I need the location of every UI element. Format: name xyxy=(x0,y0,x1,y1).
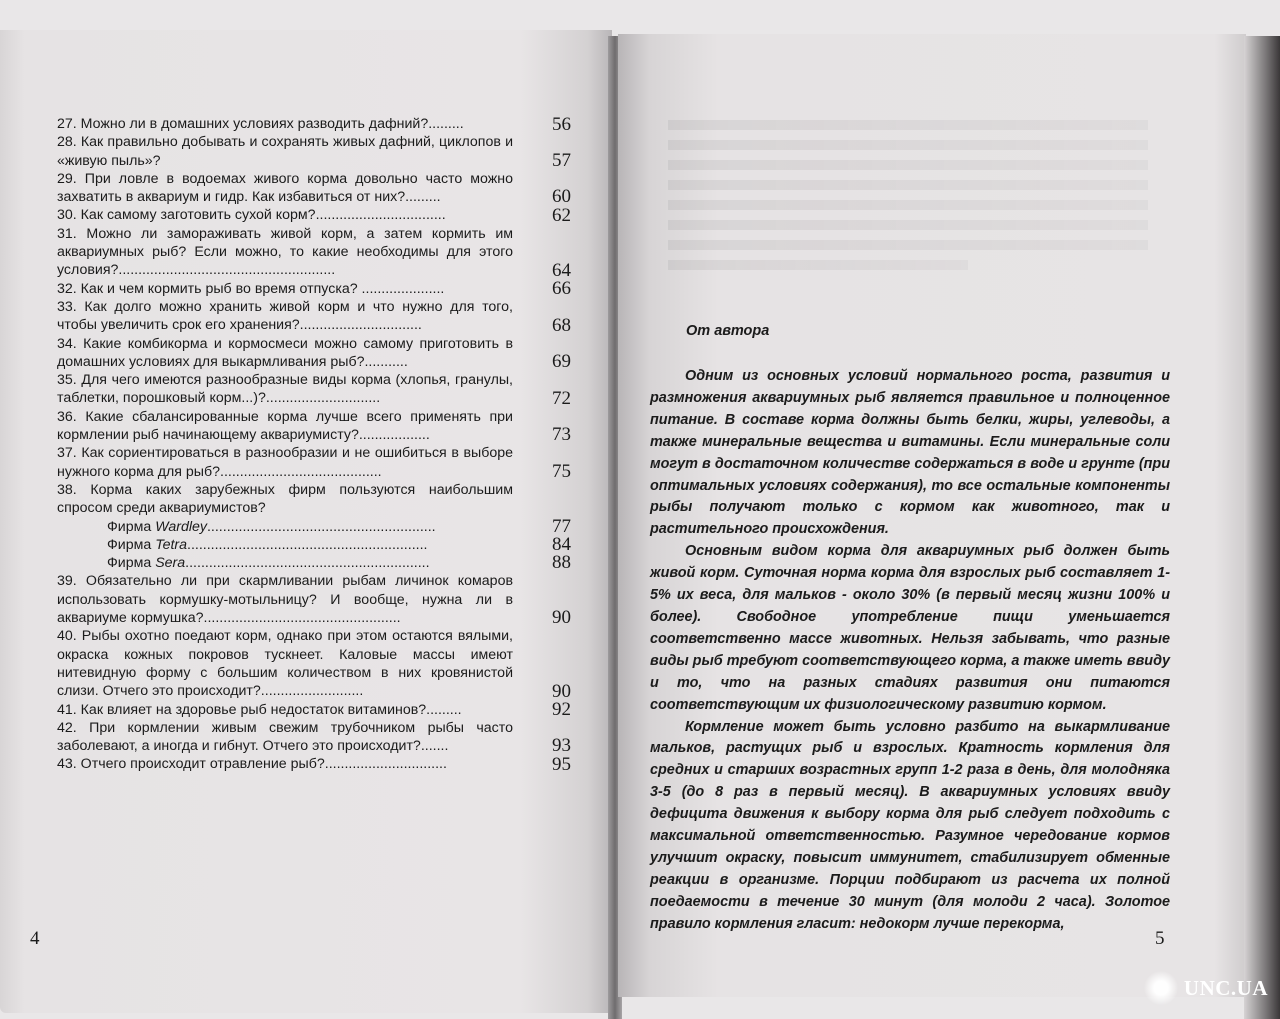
toc-entry xyxy=(57,515,577,537)
toc-page-number: 57 xyxy=(552,149,571,171)
toc-entry xyxy=(57,554,577,572)
toc-entry-text: 42. При кормлении живым свежим трубочником рыбы часто заболевают, а иногда и гибнут. Отчего это происходит?....... xyxy=(57,719,513,755)
toc-entry xyxy=(57,572,577,627)
toc-entry xyxy=(57,481,577,518)
toc-page-number: 64 xyxy=(552,259,571,281)
toc-page-number: 68 xyxy=(552,314,571,336)
toc-entry-text: 32. Как и чем кормить рыб во время отпуска? ..................... xyxy=(57,280,445,297)
toc-entry-leader: ............................................................. xyxy=(187,536,428,553)
toc-entry xyxy=(57,698,577,720)
toc-page-number: 62 xyxy=(552,204,571,226)
bleed-line xyxy=(668,140,1148,150)
toc-entry xyxy=(57,371,577,408)
toc-entry-text xyxy=(57,536,513,554)
page-number-right: 5 xyxy=(1155,928,1165,949)
toc-page-number: 90 xyxy=(552,607,571,629)
toc-entry-text: 40. Рыбы охотно поедают корм, однако при этом остаются вялыми, окраска кожных покровов тускнеет. Каловые массы имеют нитевидную форму с большим количеством в них кровянистой слизи. Отчего это происходит?.......................... xyxy=(57,628,513,700)
bleed-line xyxy=(668,160,1148,170)
toc-entry-text xyxy=(57,554,513,572)
toc-page-number: 75 xyxy=(552,460,571,482)
toc-entry-text: 37. Как сориентироваться в разнообразии и не ошибиться в выборе нужного корма для рыб?......................................... xyxy=(57,445,513,480)
toc-page-number: 66 xyxy=(552,277,571,299)
toc-entry xyxy=(57,277,577,299)
toc-entry xyxy=(57,536,577,554)
toc-entry xyxy=(57,170,577,207)
toc-entry xyxy=(57,298,577,335)
toc-entry xyxy=(57,133,577,170)
toc-entry-text: 38. Корма каких зарубежных фирм пользуются наибольшим спросом среди аквариумистов? xyxy=(57,481,513,517)
toc-entry-prefix: Фирма xyxy=(107,536,156,553)
toc-entry-text: 43. Отчего происходит отравление рыб?............................... xyxy=(57,756,447,773)
toc-entry xyxy=(57,114,577,136)
toc-entry-text: 33. Как долго можно хранить живой корм и что нужно для того, чтобы увеличить срок его хранения?............................... xyxy=(57,298,513,334)
toc-entry-text: 28. Как правильно добывать и сохранять живых дафний, циклопов и «живую пыль»? xyxy=(57,134,513,169)
toc-page-number: 73 xyxy=(552,424,571,446)
toc-entry-text: 39. Обязательно ли при скармливании рыбам личинок комаров использовать кормушку-мотыльницу? И вообще, нужна ли в аквариуме кормушка?.................................................. xyxy=(57,573,513,627)
toc-entry-text: 34. Какие комбикорма и кормосмеси можно самому приготовить в домашних условиях для выкармливания рыб?........... xyxy=(57,335,513,370)
toc-page-number: 56 xyxy=(552,114,571,136)
bleed-line xyxy=(668,120,1148,130)
company-name: Tetra xyxy=(155,536,188,553)
toc-page-number: 60 xyxy=(552,186,571,208)
watermark xyxy=(1144,971,1268,1005)
toc-entry-text: 30. Как самому заготовить сухой корм?................................. xyxy=(57,207,446,224)
toc-entry-text: 41. Как влияет на здоровье рыб недостаток витаминов?......... xyxy=(57,701,462,718)
toc-entry-text: 27. Можно ли в домашних условиях разводить дафний?......... xyxy=(57,116,464,132)
toc-entry xyxy=(57,627,577,700)
company-name: Wardley xyxy=(155,518,207,535)
toc-page-number: 72 xyxy=(552,387,571,409)
toc-entry-text xyxy=(57,518,513,536)
toc-page-number: 88 xyxy=(552,552,571,574)
toc-entry-text: 31. Можно ли замораживать живой корм, а затем кормить им аквариумных рыб? Если можно, то какие необходимы для этого условия?....................................................... xyxy=(57,225,513,279)
toc-entry xyxy=(57,225,577,280)
bleed-line xyxy=(668,260,968,270)
toc-entry xyxy=(57,408,577,445)
toc-page-number: 95 xyxy=(552,753,571,775)
bleed-line xyxy=(668,220,1148,230)
toc-entry-prefix: Фирма xyxy=(107,555,156,572)
toc-page-number: 90 xyxy=(552,680,571,702)
toc-entry-prefix: Фирма xyxy=(107,518,156,535)
toc-entry-text: 29. При ловле в водоемах живого корма довольно часто можно захватить в аквариум и гидр. Как избавиться от них?......... xyxy=(57,170,513,206)
bleed-line xyxy=(668,200,1148,210)
toc-entry-leader: .......................................................... xyxy=(206,518,436,535)
paragraph: Одним из основных условий нормального роста, развития и размножения аквариумных рыб является правильное и полноценное питание. В составе корма должны быть белки, жиры, углеводы, а также минеральные вещества и витамины. Если минеральные соли могут в достаточном количестве содержаться в воде и грунте (при оптимальных условиях содержания), то все остальные компоненты рыбы получают только с кормом как животного, так и растительного происхождения. xyxy=(650,368,1170,538)
toc-entry xyxy=(57,755,577,773)
page-edge-shadow xyxy=(1244,36,1280,1019)
sun-logo-icon xyxy=(1144,971,1178,1005)
toc-page-number: 69 xyxy=(552,351,571,373)
page-number-left: 4 xyxy=(30,928,40,949)
toc-entry-text: 35. Для чего имеются разнообразные виды корма (хлопья, гранулы, таблетки, порошковый корм...)?............................. xyxy=(57,372,513,407)
toc-page-number: 93 xyxy=(552,735,571,757)
toc-page-number: 84 xyxy=(552,534,571,556)
author-foreword xyxy=(650,366,1170,936)
toc-entry-text: 36. Какие сбалансированные корма лучше всего применять при кормлении рыб начинающему аквариумисту?.................. xyxy=(57,408,513,444)
toc-page-number: 92 xyxy=(552,698,571,720)
toc-entry xyxy=(57,444,577,481)
watermark-text: UNC.UA xyxy=(1183,975,1268,1000)
toc-entry-leader: .............................................................. xyxy=(185,555,430,572)
bleed-line xyxy=(668,240,1148,250)
toc-entry xyxy=(57,206,577,224)
bleed-line xyxy=(668,180,1148,190)
paragraph: Основным видом корма для аквариумных рыб должен быть живой корм. Суточная норма корма для взрослых рыб составляет 1-5% их веса, для мальков - около 30% (в первый месяц жизни 100% и более). Свободное употребление пищи уменьшается соответственно массе животных. Нельзя забывать, что разные виды рыб требуют соответствующего корма, а также иметь ввиду и то, что на разных стадиях развития они питаются соответствующим их физиологическому развитию кормом. xyxy=(650,543,1170,713)
section-title: От автора xyxy=(686,323,770,339)
paragraph: Кормление может быть условно разбито на выкармливание мальков, растущих рыб и взрослых. Кратность кормления для средних и старших возрастных групп 1-2 раза в день, для молодняка 3-5 (до 8 раз в первый месяц). В аквариумных условиях ввиду дефицита движения к выбору корма для рыб следует подходить с максимальной ответственностью. Разумное чередование кормов улучшит окраску, повысит иммунитет, стабилизирует обменные реакции в организме. Порции подбирают из расчета их полной поедаемости в течение 30 минут (для молоди 2 часа). Золотое правило кормления гласит: недокорм лучше перекорма, xyxy=(650,718,1170,932)
company-name: Sera xyxy=(155,555,186,572)
toc-entry xyxy=(57,335,577,372)
table-of-contents xyxy=(57,115,577,774)
toc-page-number: 77 xyxy=(552,515,571,537)
toc-entry xyxy=(57,719,577,756)
bleed-through-shadow xyxy=(668,120,1168,280)
